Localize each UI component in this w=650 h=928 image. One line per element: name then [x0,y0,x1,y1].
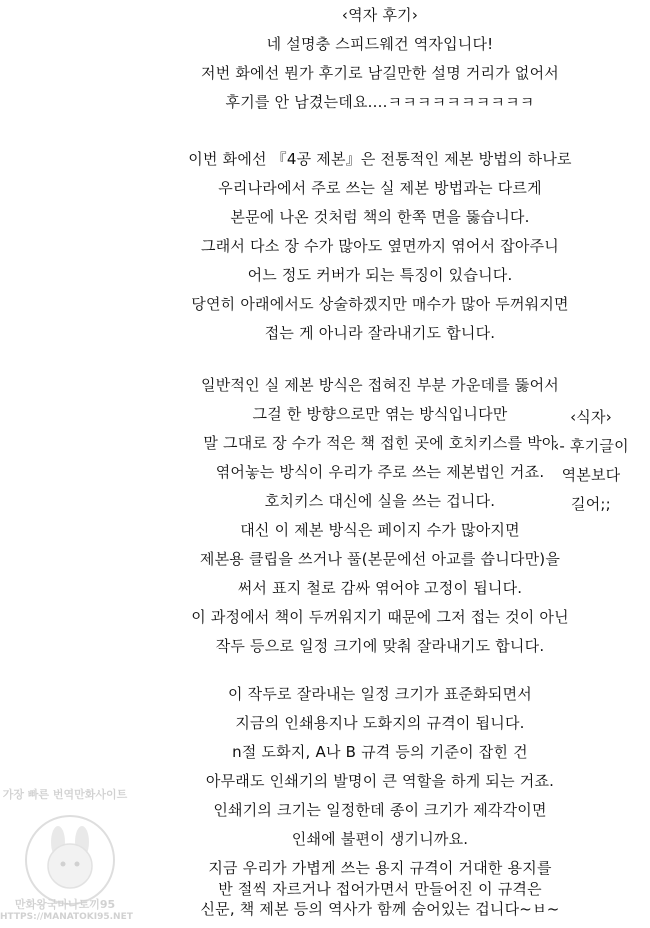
text-line: 그걸 한 방향으로만 엮는 방식입니다만 [252,405,508,423]
text-line: 인쇄에 불편이 생기니까요. [291,830,469,848]
watermark-url: HTTPS://MANATOKI95.NET [0,912,133,922]
side-note-title: ‹식자› [570,408,612,426]
watermark-line: 가장 빠른 번역만화사이트 [2,788,128,801]
text-line: n절 도화지, A나 B 규격 등의 기준이 잡힌 건 [232,743,528,761]
text-line: 이번 화에선 『4공 제본』은 전통적인 제본 방법의 하나로 [188,150,572,168]
text-line: 우리나라에서 주로 쓰는 실 제본 방법과는 다르게 [218,179,542,197]
text-line: 그래서 다소 장 수가 많아도 옆면까지 엮어서 잡아주니 [201,237,559,255]
text-line: 반 절씩 자르거나 접어가면서 만들어진 이 규격은 [218,880,542,898]
text-line: 인쇄기의 크기는 일정한데 종이 크기가 제각각이면 [213,801,547,819]
text-line: 접는 게 아니라 잘라내기도 합니다. [264,324,496,342]
text-line: 이 작두로 잘라내는 일정 크기가 표준화되면서 [228,685,532,703]
text-line: 써서 표지 철로 감싸 엮어야 고정이 됩니다. [237,579,523,597]
side-note-line: 역본보다 [561,466,621,484]
text-line: 아무래도 인쇄기의 발명이 큰 역할을 하게 되는 거죠. [205,772,555,790]
side-note-line: ‹- 후기글이 [553,437,629,455]
text-line: 말 그대로 장 수가 적은 책 접힌 곳에 호치키스를 박아 [203,434,557,452]
text-line: 일반적인 실 제본 방식은 접혀진 부분 가운데를 뚫어서 [201,376,559,394]
text-line: 신문, 책 제본 등의 역사가 함께 숨어있는 겁니다~ㅂ~ [200,900,560,918]
text-line: 저번 화에선 뭔가 후기로 남길만한 설명 거리가 없어서 [201,64,559,82]
text-line: 제본용 클립을 쓰거나 풀(본문에선 아교를 씁니다만)을 [199,550,561,568]
text-line: 작두 등으로 일정 크기에 맞춰 잘라내기도 합니다. [215,637,545,655]
afterword-title: ‹역자 후기› [341,6,419,24]
site-watermark [0,780,140,924]
text-line: 이 과정에서 책이 두꺼워지기 때문에 그저 접는 것이 아닌 [191,608,569,626]
text-line: 네 설명충 스피드웨건 역자입니다! [266,35,494,53]
text-line: 대신 이 제본 방식은 페이지 수가 많아지면 [240,521,520,539]
text-line: 본문에 나온 것처럼 책의 한쪽 면을 뚫습니다. [230,208,530,226]
watermark-line: 만화왕국마나토끼95 [14,898,116,911]
text-line: 지금의 인쇄용지나 도화지의 규격이 됩니다. [235,714,525,732]
text-line: 엮어놓는 방식이 우리가 주로 쓰는 제본법인 거죠. [215,463,545,481]
text-line: 지금 우리가 가볍게 쓰는 용지 규격이 거대한 용지를 [208,859,552,877]
side-note-line: 길어;; [571,495,611,513]
text-line: 당연히 아래에서도 상술하겠지만 매수가 많아 두꺼워지면 [191,295,569,313]
text-line: 후기를 안 남겼는데요....ㅋㅋㅋㅋㅋㅋㅋㅋㅋㅋ [225,93,535,111]
text-line: 호치키스 대신에 실을 쓰는 겁니다. [264,492,496,510]
text-line: 어느 정도 커버가 되는 특징이 있습니다. [247,266,513,284]
